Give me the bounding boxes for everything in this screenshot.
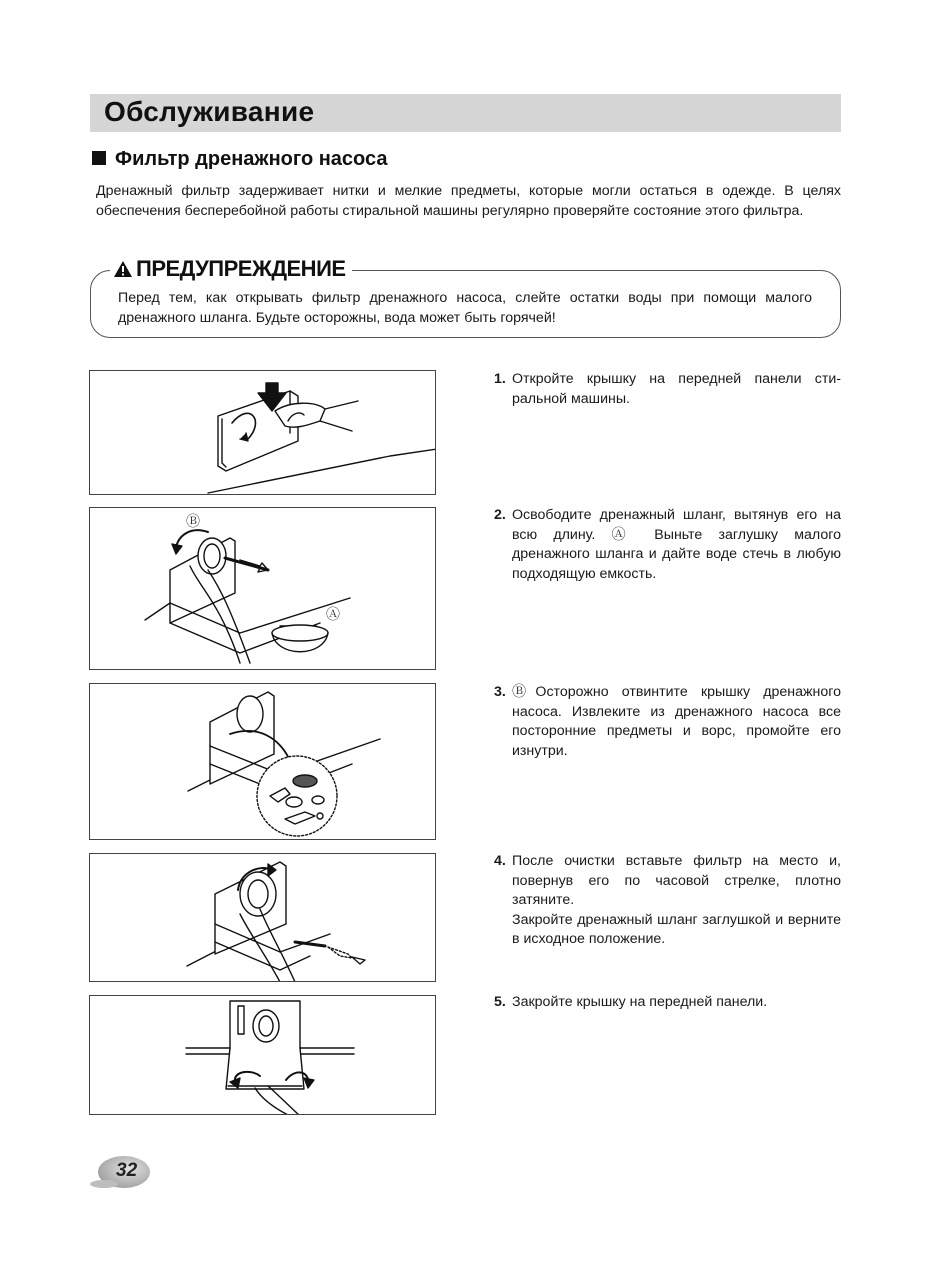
page-number: 32 (116, 1160, 138, 1181)
step-5 (494, 993, 841, 1013)
step-text: После очистки вставьте фильтр на место и, повернув его по часовой стрелке, плотно затяните. (512, 853, 841, 908)
figure-unscrew-filter (89, 683, 436, 840)
warning-triangle-icon (113, 260, 133, 278)
figure-open-cover (89, 370, 436, 495)
figure-drain-hose (89, 507, 436, 670)
square-bullet-icon (92, 151, 106, 165)
warning-text: Перед тем, как открывать фильтр дренажного насоса, слейте остатки воды при помощи малого дренажного шланга. Будьте осторожны, вода может быть горячей! (118, 290, 812, 326)
figure-close-cover (89, 995, 436, 1115)
step-3 (494, 683, 841, 761)
step-text: Освободите дренажный шланг, вытянув его на всю длину. Ⓐ Выньте заглушку малого дренажного шланга и дайте воде стечь в любую подходящую емкость. (512, 507, 841, 582)
intro-paragraph: Дренажный фильтр задерживает нитки и мелкие предметы, которые могли остаться в одежде. В целях обеспечения бесперебойной работы стиральной машины регулярно проверяйте состояние этого фильтра. (96, 183, 841, 219)
step-number: 5. (494, 994, 506, 1010)
step-number: 4. (494, 853, 506, 869)
figure-tighten-filter (89, 853, 436, 982)
label-b: Ⓑ (186, 513, 200, 529)
step-text-extra: Закройте дренажный шланг заглушкой и верните в исходное положение. (512, 911, 841, 947)
step-4 (494, 852, 841, 950)
warning-title: ПРЕДУПРЕЖДЕНИЕ (136, 256, 346, 281)
step-2 (494, 506, 841, 584)
step-number: 3. (494, 684, 506, 700)
section-title (92, 148, 388, 171)
step-text: Закройте крышку на передней панели. (512, 994, 768, 1010)
label-a: Ⓐ (326, 606, 340, 622)
section-title-text: Фильтр дренажного насоса (115, 148, 388, 170)
header-bar (90, 94, 841, 132)
step-number: 1. (494, 371, 506, 387)
page-heading: Обслуживание (104, 96, 315, 127)
step-text: Откройте крышку на передней панели сти- ральной машины. (512, 371, 841, 407)
step-text: ⒷОсторожно отвинтите крышку дренажного насоса. Извлеките из дренажного насоса все посторонние предметы и ворс, промойте его изнутри. (512, 684, 841, 759)
warning-heading (110, 256, 352, 282)
step-number: 2. (494, 507, 506, 523)
step-1 (494, 370, 841, 409)
